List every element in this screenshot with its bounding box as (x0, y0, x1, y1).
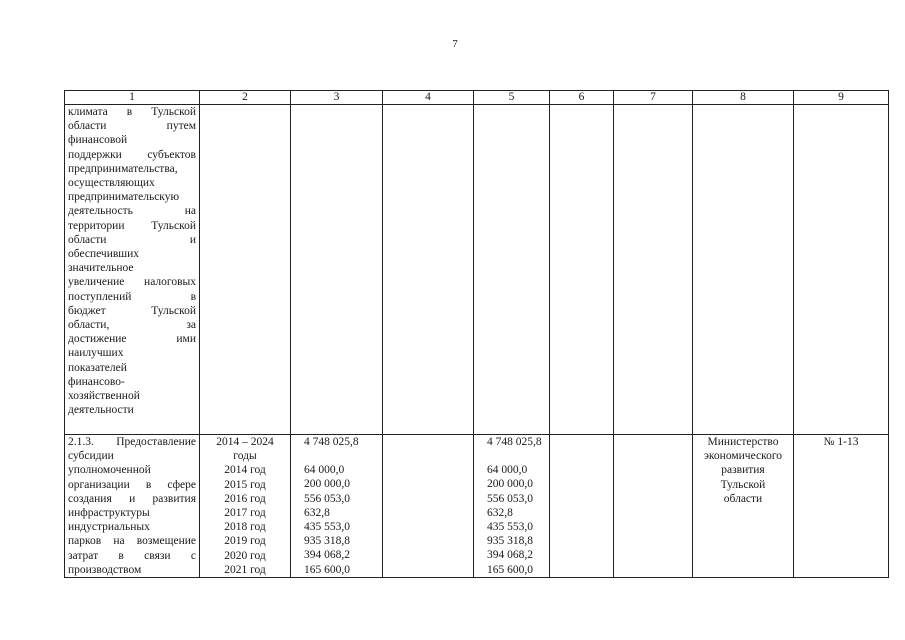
total-funding-cell (291, 435, 383, 578)
municipal-budget-cell (550, 435, 614, 578)
description-line: предпринимательства, (68, 162, 178, 175)
description-line: 2.1.3. Предоставление (68, 436, 196, 448)
description-line: организации в сфере (68, 478, 196, 491)
indicator-link-cell (794, 105, 889, 435)
indicator-numbers: № 1-13 (823, 436, 859, 448)
federal-budget-cell (383, 105, 474, 435)
column-header: 5 (474, 91, 550, 105)
column-header: 7 (614, 91, 693, 105)
period-cell (200, 435, 291, 578)
measure-description-cell (65, 105, 200, 435)
federal-budget-cell (383, 435, 474, 578)
executor-line: Тульской (720, 478, 766, 491)
column-header: 4 (383, 91, 474, 105)
amount-line: 165 600,0 (304, 563, 350, 576)
total-funding-cell (291, 105, 383, 435)
description-line: создания и развития (68, 492, 196, 505)
description-line: поступлений в (68, 290, 196, 303)
amount-total: 4 748 025,8 (487, 436, 542, 448)
executor-line: экономического (703, 450, 783, 463)
measure-description-cell (65, 435, 200, 578)
column-header-row (65, 91, 889, 105)
indicator-link-cell (794, 435, 889, 578)
municipal-budget-cell (550, 105, 614, 435)
description-line: территории Тульской (68, 219, 196, 232)
period-line: 2021 год (224, 563, 266, 576)
period-line: 2015 год (224, 478, 266, 491)
amount-line: 200 000,0 (304, 478, 350, 491)
table-row (65, 435, 889, 578)
description-line: области, за (68, 319, 196, 332)
regional-budget-cell (474, 105, 550, 435)
responsible-executor-cell (693, 435, 794, 578)
description-line: инфраструктуры (68, 507, 150, 520)
extrabudgetary-cell (614, 435, 693, 578)
period-cell (200, 105, 291, 435)
description-line: области путем (68, 120, 196, 133)
description-line: финансовой (68, 134, 128, 147)
table-row (65, 105, 889, 435)
amount-line: 556 053,0 (487, 492, 533, 505)
executor-line: Министерство (707, 436, 779, 448)
amount-line: 435 553,0 (487, 521, 533, 534)
amount-line: 64 000,0 (487, 464, 528, 477)
description-line: деятельности (68, 404, 134, 417)
responsible-executor-cell (693, 105, 794, 435)
description-line: осуществляющих (68, 177, 155, 190)
amount-line: 935 318,8 (304, 535, 350, 548)
amount-line: 632,8 (487, 506, 513, 519)
period-line: 2014 – 2024 (216, 436, 274, 448)
description-line: значительное (68, 262, 134, 275)
description-line: хозяйственной (68, 390, 140, 403)
description-line: показателей (68, 361, 127, 374)
description-line: бюджет Тульской (68, 304, 196, 317)
amount-line: 632,8 (304, 506, 330, 519)
description-line: деятельность на (68, 205, 196, 218)
program-table (64, 90, 889, 578)
description-line: обеспечивших (68, 248, 140, 261)
column-header: 9 (794, 91, 889, 105)
amount-line: 435 553,0 (304, 521, 350, 534)
description-line: производством (68, 563, 142, 576)
extrabudgetary-cell (614, 105, 693, 435)
description-line: предпринимательскую (68, 191, 180, 204)
executor-line: области (723, 492, 763, 505)
regional-budget-cell (474, 435, 550, 578)
executor-line: развития (721, 464, 765, 477)
period-line: 2017 год (224, 507, 266, 520)
amount-line: 394 068,2 (304, 549, 350, 562)
description-line: индустриальных (68, 521, 150, 534)
description-line: достижение ими (68, 333, 196, 346)
description-line: субсидии (68, 450, 114, 463)
period-line: 2019 год (224, 535, 266, 548)
period-line: годы (233, 450, 257, 463)
column-header: 1 (65, 91, 200, 105)
description-line: климата в Тульской (68, 106, 196, 118)
page-number: 7 (452, 38, 458, 50)
period-line: 2020 год (224, 549, 266, 562)
column-header: 2 (200, 91, 291, 105)
column-header: 3 (291, 91, 383, 105)
description-line: области и (68, 233, 196, 246)
description-line: наилучших (68, 347, 124, 360)
period-line: 2014 год (224, 464, 266, 477)
amount-line: 935 318,8 (487, 535, 533, 548)
description-line: увеличение налоговых (68, 276, 196, 289)
amount-line: 556 053,0 (304, 492, 350, 505)
amount-total: 4 748 025,8 (304, 436, 359, 448)
description-line: парков на возмещение (68, 535, 196, 548)
description-line: затрат в связи с (68, 549, 196, 562)
description-line: поддержки субъектов (68, 148, 196, 161)
amount-line: 200 000,0 (487, 478, 533, 491)
amount-line: 64 000,0 (304, 464, 345, 477)
description-line: уполномоченной (68, 464, 151, 477)
amount-line: 165 600,0 (487, 563, 533, 576)
column-header: 6 (550, 91, 614, 105)
period-line: 2018 год (224, 521, 266, 534)
column-header: 8 (693, 91, 794, 105)
amount-line: 394 068,2 (487, 549, 533, 562)
description-line: финансово- (68, 375, 125, 388)
period-line: 2016 год (224, 492, 266, 505)
